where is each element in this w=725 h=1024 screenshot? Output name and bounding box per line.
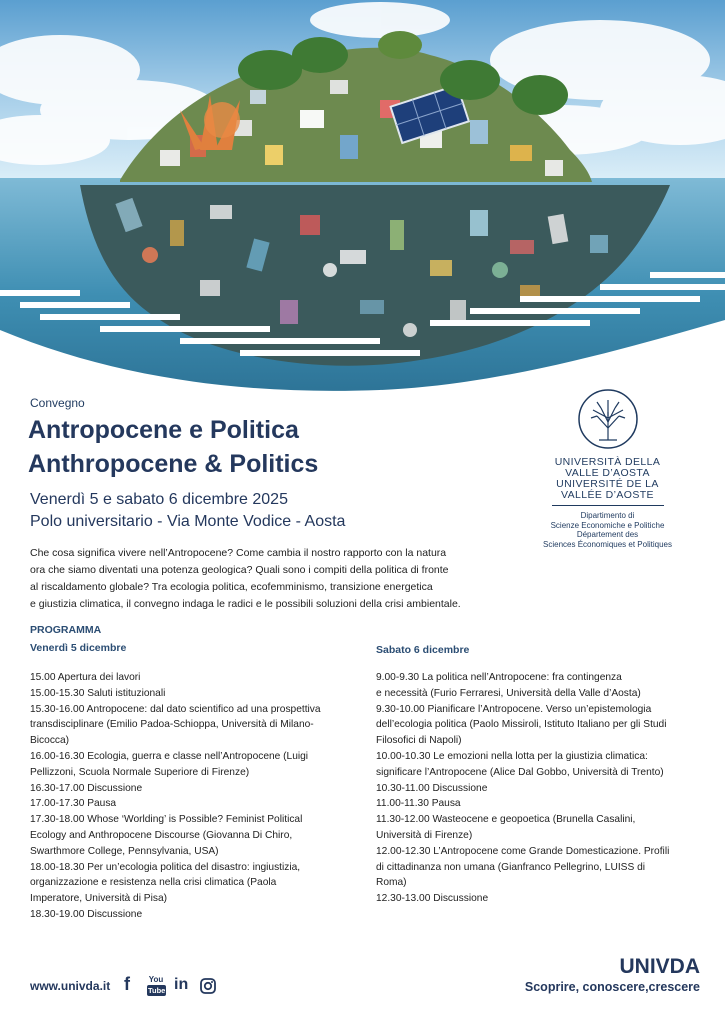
event-venue: Polo universitario - Via Monte Vodice - Aosta	[30, 513, 346, 530]
university-logo-block	[535, 388, 680, 549]
schedule-line: 17.30-18.00 Whose ‘Worlding’ is Possible? Feminist Political	[30, 814, 303, 826]
schedule-line: 15.00 Apertura dei lavori	[30, 672, 141, 683]
university-name-line: VALLÉE D’AOSTE	[561, 489, 654, 501]
instagram-icon[interactable]	[200, 978, 216, 1002]
schedule-line: Bicocca)	[30, 735, 70, 747]
day1-heading: Venerdì 5 dicembre	[30, 642, 127, 654]
event-type-label: Convegno	[30, 396, 85, 410]
day1-schedule	[30, 670, 360, 923]
event-title-italian: Antropocene e Politica	[28, 416, 299, 444]
schedule-line: 17.00-17.30 Pausa	[30, 798, 117, 810]
schedule-line: 16.00-16.30 Ecologia, guerra e classe nell’Antropocene (Luigi	[30, 750, 309, 762]
schedule-line: 10.30-11.00 Discussione	[376, 782, 488, 794]
schedule-line: 15.30-16.00 Antropocene: dal dato scientifico ad una prospettiva	[30, 703, 321, 715]
university-name-line: UNIVERSITÀ DELLA	[554, 456, 661, 468]
university-name-line: UNIVERSITÉ DE LA	[556, 478, 659, 490]
day2-schedule	[376, 670, 701, 907]
event-title-english: Anthropocene & Politics	[28, 450, 319, 478]
intro-line: e giustizia climatica, il convegno indaga le radici e le possibili soluzioni della crisi ambientale.	[30, 598, 461, 610]
schedule-line: Filosofici di Napoli)	[376, 735, 462, 747]
schedule-line: 16.30-17.00 Discussione	[30, 782, 143, 794]
program-heading: PROGRAMMA	[30, 624, 102, 636]
department-line: Sciences Économiques et Politiques	[543, 539, 672, 549]
intro-paragraph	[30, 545, 510, 613]
schedule-line: 12.30-13.00 Discussione	[376, 893, 489, 905]
linkedin-icon[interactable]: in	[174, 976, 189, 993]
schedule-line: dell’ecologia politica (Paolo Missiroli, Istituto Italiano per gli Studi	[376, 719, 667, 731]
schedule-line: organizzazione e resistenza nella crisi climatica (Paola	[30, 877, 277, 889]
schedule-line: 9.00-9.30 La politica nell’Antropocene: fra contingenza	[376, 672, 622, 683]
schedule-line: Pellizzoni, Scuola Normale Superiore di Firenze)	[30, 766, 250, 778]
facebook-icon[interactable]: f	[124, 974, 130, 994]
youtube-icon[interactable]: You Tube	[148, 975, 166, 995]
intro-line: ora che siamo diventati una potenza geologica? Quali sono i compiti della politica di fronte	[30, 564, 449, 576]
schedule-line: 9.30-10.00 Pianificare l’Antropocene. Verso un’epistemologia	[376, 703, 652, 715]
schedule-line: Ecology and Anthropocene Discourse (Giovanna Di Chiro,	[30, 829, 293, 841]
department-line: Scienze Economiche e Politiche	[550, 520, 665, 530]
event-dates: Venerdì 5 e sabato 6 dicembre 2025	[30, 491, 288, 508]
hero-illustration	[0, 0, 725, 410]
schedule-line: 18.30-19.00 Discussione	[30, 908, 143, 920]
schedule-line: 12.00-12.30 L’Antropocene come Grande Domesticazione. Profili	[376, 845, 670, 857]
schedule-line: Imperatore, Università di Pisa)	[30, 893, 168, 905]
schedule-line: Swarthmore College, Pennsylvania, USA)	[30, 845, 219, 857]
website-link[interactable]: www.univda.it	[30, 979, 111, 993]
schedule-line: di cittadinanza non umana (Gianfranco Pellegrino, LUISS di	[376, 861, 645, 873]
department-line: Département des	[576, 530, 639, 539]
schedule-line: Università di Firenze)	[376, 829, 473, 841]
schedule-line: 18.00-18.30 Per un’ecologia politica del disastro: ingiustizia,	[30, 861, 301, 873]
department-line: Dipartimento di	[580, 511, 635, 520]
intro-line: al riscaldamento globale? Tra ecologia politica, ecofemminismo, transizione energetica	[30, 581, 433, 593]
schedule-line: 11.30-12.00 Wasteocene e geopoetica (Brunella Casalini,	[376, 814, 636, 826]
schedule-line: significare l’Antropocene (Alice Dal Gobbo, Università di Trento)	[376, 766, 664, 778]
day2-heading: Sabato 6 dicembre	[376, 644, 470, 656]
schedule-line: e necessità (Furio Ferraresi, Università della Valle d’Aosta)	[376, 687, 641, 699]
brand-tagline: Scoprire, conoscere,crescere	[524, 980, 700, 994]
university-name-line: VALLE D’AOSTA	[565, 467, 650, 479]
schedule-line: Roma)	[376, 877, 407, 889]
schedule-line: 10.00-10.30 Le emozioni nella lotta per la giustizia climatica:	[376, 750, 648, 762]
schedule-line: transdisciplinare (Emilio Padoa-Schioppa, Università di Milano-	[30, 719, 314, 731]
schedule-line: 15.00-15.30 Saluti istituzionali	[30, 687, 166, 699]
logo-divider	[552, 505, 664, 506]
schedule-line: 11.00-11.30 Pausa	[376, 798, 461, 810]
brand-name: UNIVDA	[619, 955, 700, 978]
tree-icon	[577, 388, 639, 450]
intro-line: Che cosa significa vivere nell’Antropocene? Come cambia il nostro rapporto con la natura	[30, 547, 447, 559]
island-of-trash-illustration	[0, 0, 725, 410]
